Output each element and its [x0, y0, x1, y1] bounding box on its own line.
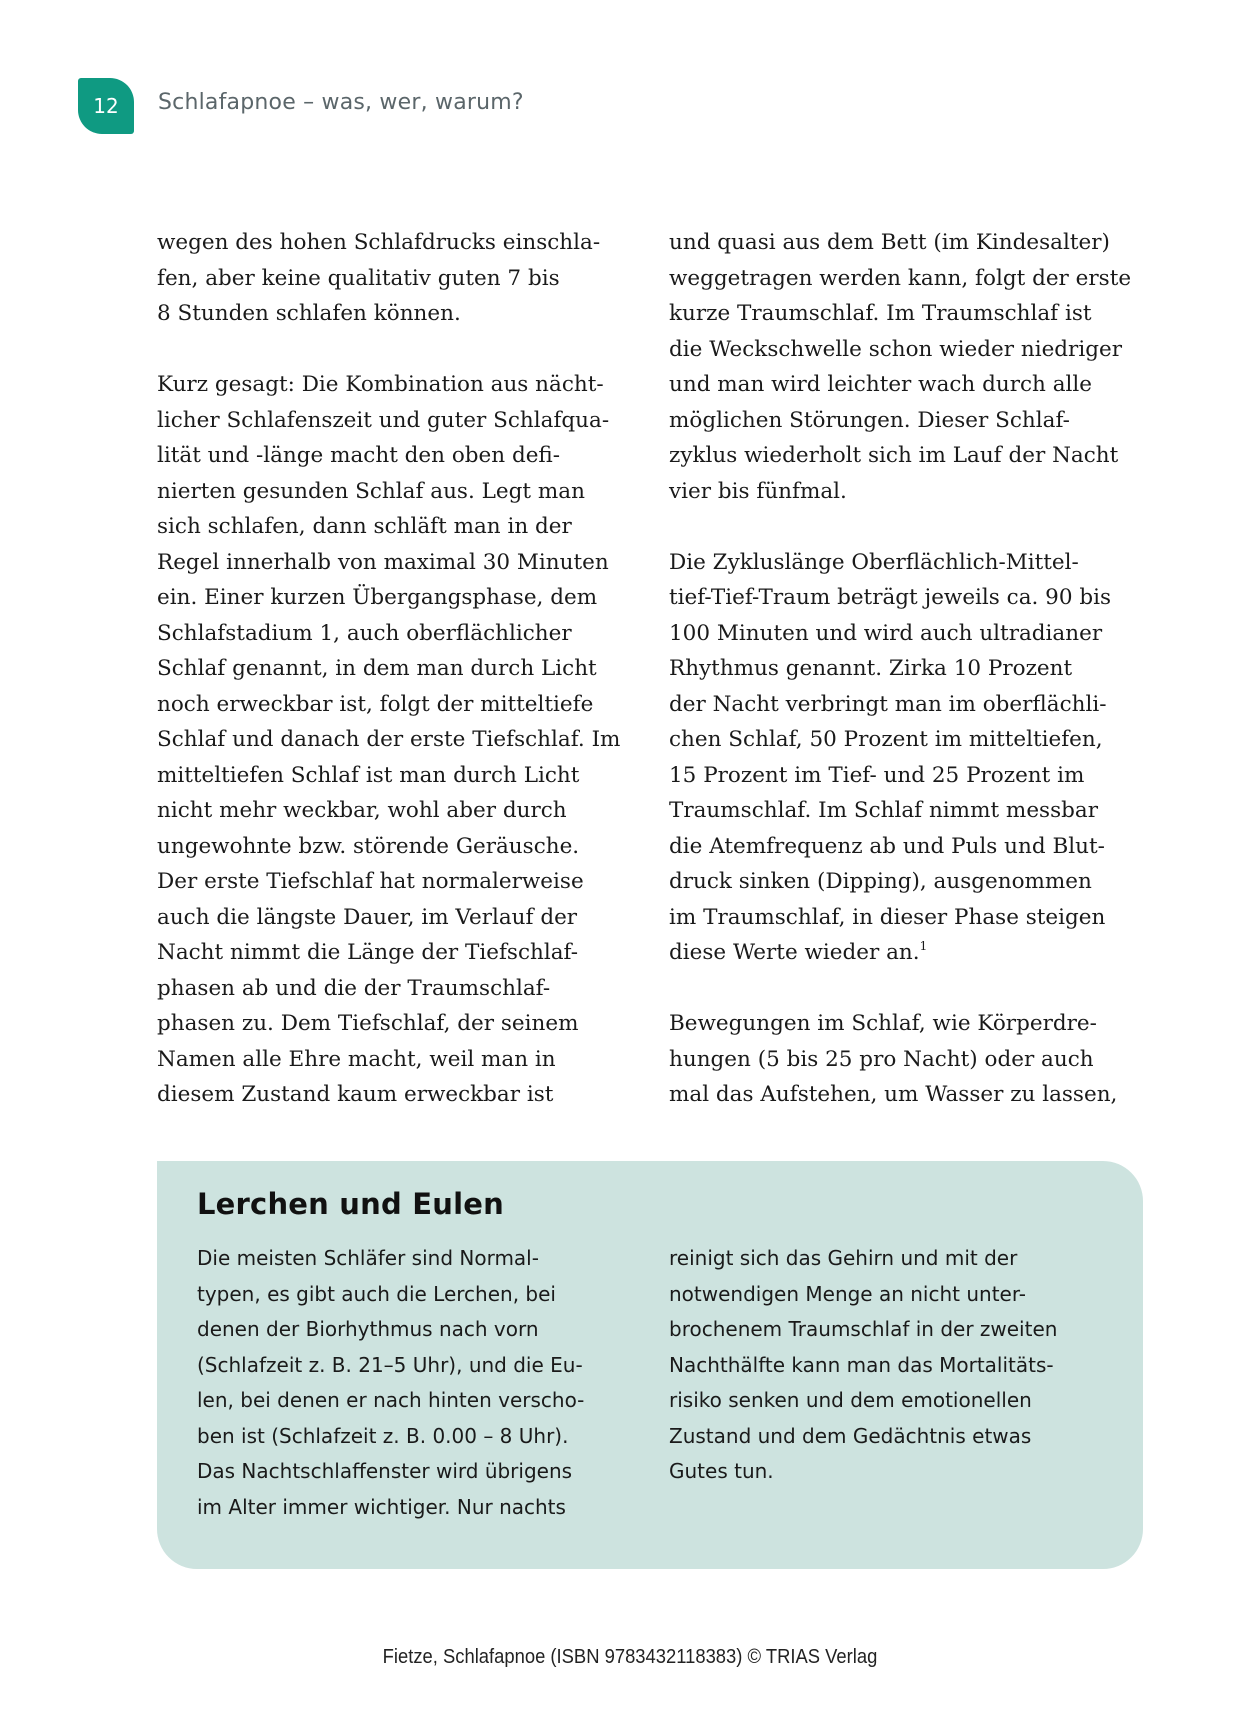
info-text-line: im Alter immer wichtiger. Nur nachts	[197, 1494, 566, 1519]
info-box-column-right	[669, 1241, 1109, 1490]
body-text-line: Traumschlaf. Im Schlaf nimmt messbar	[669, 798, 1098, 823]
body-text-line: diesem Zustand kaum erweckbar ist	[157, 1082, 554, 1107]
info-text-line: Gutes tun.	[669, 1459, 774, 1483]
body-text-line: diese Werte wieder an.$^1$	[669, 939, 928, 965]
info-text-line: Das Nachtschlaffenster wird übrigens	[197, 1459, 573, 1483]
info-text-line: (Schlafzeit z. B. 21–5 Uhr), und die Eu-	[197, 1352, 583, 1377]
body-text-line: und man wird leichter wach durch alle	[669, 372, 1093, 397]
body-text-line: sich schlafen, dann schläft man in der	[157, 514, 572, 539]
body-text-line: Regel innerhalb von maximal 30 Minuten	[157, 549, 609, 575]
body-text-line: fen, aber keine qualitativ guten 7 bis	[157, 265, 560, 291]
body-text-line: Schlaf genannt, in dem man durch Licht	[157, 656, 597, 681]
body-text-line: wegen des hohen Schlafdrucks einschla-	[157, 230, 601, 255]
body-text-line: möglichen Störungen. Dieser Schlaf-	[669, 407, 1070, 433]
body-text-line: phasen ab und die der Traumschlaf-	[157, 975, 551, 1001]
running-head: Schlafapnoe – was, wer, warum?	[158, 90, 524, 115]
body-text-line: ungewohnte bzw. störende Geräusche.	[157, 833, 580, 859]
body-column-right	[669, 225, 1139, 1113]
info-text-line: reinigt sich das Gehirn und mit der	[669, 1246, 1018, 1270]
info-text-line: Nachthälfte kann man das Mortalitäts-	[669, 1352, 1054, 1377]
info-box-column-left	[197, 1241, 637, 1525]
info-box	[157, 1161, 1143, 1569]
info-text-line: risiko senken und dem emotionellen	[669, 1388, 1032, 1412]
info-box-title: Lerchen und Eulen	[197, 1187, 504, 1221]
body-text-line: licher Schlafenszeit und guter Schlafqua-	[157, 407, 610, 433]
info-text-line: Zustand und dem Gedächtnis etwas	[669, 1423, 1032, 1448]
body-text-line: chen Schlaf, 50 Prozent im mitteltiefen,	[669, 727, 1103, 752]
paragraph-gap	[669, 509, 1139, 545]
info-text-line: denen der Biorhythmus nach vorn	[197, 1317, 539, 1341]
body-text-line: tief-Tief-Traum beträgt jeweils ca. 90 bis	[669, 585, 1112, 610]
body-text-line: weggetragen werden kann, folgt der erste	[669, 265, 1132, 291]
copyright-footer: Fietze, Schlafapnoe (ISBN 9783432118383) © TRIAS Verlag	[382, 1646, 878, 1668]
paragraph-gap	[157, 332, 627, 368]
body-text-line: Schlaf und danach der erste Tiefschlaf. Im	[157, 727, 621, 752]
body-column-left	[157, 225, 627, 1113]
body-text-line: die Atemfrequenz ab und Puls und Blut-	[669, 833, 1105, 859]
body-text-line: 8 Stunden schlafen können.	[157, 301, 461, 326]
body-text-line: nicht mehr weckbar, wohl aber durch	[157, 798, 567, 823]
page-number-badge	[78, 78, 134, 134]
body-text-line: phasen zu. Dem Tiefschlaf, der seinem	[157, 1011, 579, 1036]
paragraph-gap	[669, 971, 1139, 1007]
body-text-line: mal das Aufstehen, um Wasser zu lassen,	[669, 1082, 1118, 1107]
body-text-line: noch erweckbar ist, folgt der mitteltiefe	[157, 691, 594, 717]
body-text-line: Der erste Tiefschlaf hat normalerweise	[157, 869, 584, 894]
body-text-line: kurze Traumschlaf. Im Traumschlaf ist	[669, 301, 1092, 326]
body-text-line: mitteltiefen Schlaf ist man durch Licht	[157, 762, 580, 788]
body-text-line: Kurz gesagt: Die Kombination aus nächt-	[157, 372, 604, 397]
body-text-line: lität und -länge macht den oben defi-	[157, 443, 561, 468]
body-text-line: nierten gesunden Schlaf aus. Legt man	[157, 478, 585, 504]
body-text-line: zyklus wiederholt sich im Lauf der Nacht	[669, 443, 1119, 468]
page-number: 12	[93, 94, 119, 118]
body-text-line: 100 Minuten und wird auch ultradianer	[669, 620, 1103, 646]
info-text-line: len, bei denen er nach hinten verscho-	[197, 1388, 585, 1412]
body-text-line: der Nacht verbringt man im oberflächli-	[669, 691, 1107, 717]
body-text-line: und quasi aus dem Bett (im Kindesalter)	[669, 230, 1110, 255]
body-text-line: im Traumschlaf, in dieser Phase steigen	[669, 904, 1106, 930]
info-text-line: Die meisten Schläfer sind Normal-	[197, 1246, 539, 1270]
body-text-line: die Weckschwelle schon wieder niedriger	[669, 336, 1122, 362]
body-text-line: Rhythmus genannt. Zirka 10 Prozent	[669, 656, 1073, 681]
info-text-line: typen, es gibt auch die Lerchen, bei	[197, 1281, 556, 1306]
body-text-line: auch die längste Dauer, im Verlauf der	[157, 904, 578, 930]
body-text-line: Schlafstadium 1, auch oberflächlicher	[157, 620, 572, 646]
footnote-reference[interactable]: 1	[919, 939, 928, 953]
info-text-line: ben ist (Schlafzeit z. B. 0.00 – 8 Uhr).	[197, 1423, 569, 1448]
body-text-line: hungen (5 bis 25 pro Nacht) oder auch	[669, 1046, 1094, 1072]
info-text-line: notwendigen Menge an nicht unter-	[669, 1281, 1027, 1306]
body-text-line: Die Zykluslänge Oberflächlich-Mittel-	[669, 549, 1079, 575]
body-text-line: 15 Prozent im Tief- und 25 Prozent im	[669, 762, 1085, 788]
body-text-line: ein. Einer kurzen Übergangsphase, dem	[157, 585, 598, 610]
info-text-line: brochenem Traumschlaf in der zweiten	[669, 1317, 1058, 1341]
body-text-line: vier bis fünfmal.	[669, 478, 847, 504]
body-text-line: Bewegungen im Schlaf, wie Körperdre-	[669, 1011, 1097, 1036]
body-text-line: druck sinken (Dipping), ausgenommen	[669, 869, 1092, 894]
body-text-line: Namen alle Ehre macht, weil man in	[157, 1046, 556, 1072]
body-text-line: Nacht nimmt die Länge der Tiefschlaf-	[157, 940, 578, 965]
